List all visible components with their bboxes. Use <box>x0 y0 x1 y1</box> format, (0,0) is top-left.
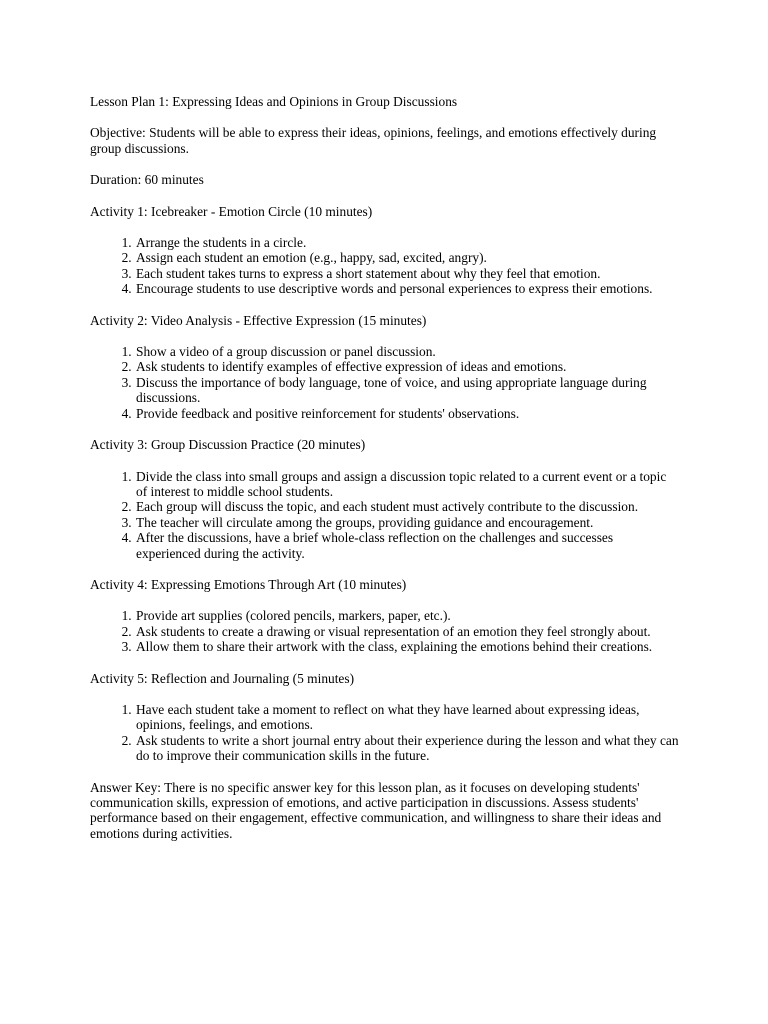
document-page <box>90 94 680 857</box>
activity-5-heading: Activity 5: Reflection and Journaling (5 minutes) <box>90 670 355 686</box>
list-item: 3. Each student takes turns to express a short statement about why they feel that emotion. <box>135 266 680 281</box>
activity-2-section <box>90 313 680 421</box>
list-item: 2. Ask students to create a drawing or visual representation of an emotion they feel strongly about. <box>135 624 680 639</box>
activity-2-steps <box>90 344 680 421</box>
lesson-title: Lesson Plan 1: Expressing Ideas and Opinions in Group Discussions <box>90 94 458 109</box>
activity-4-section <box>90 577 680 655</box>
activity-1-steps <box>90 235 680 297</box>
list-item: 3. The teacher will circulate among the groups, providing guidance and encouragement. <box>135 515 680 530</box>
list-item: 4. Encourage students to use descriptive words and personal experiences to express their emotions. <box>135 281 680 296</box>
activity-4-heading: Activity 4: Expressing Emotions Through Art (10 minutes) <box>90 576 407 592</box>
list-item: 4. After the discussions, have a brief whole-class reflection on the challenges and successes experienced during the activity. <box>135 530 680 561</box>
list-item: 2. Ask students to write a short journal entry about their experience during the lesson and what they can do to improve their communication skills in the future. <box>135 733 680 764</box>
activity-5-steps <box>90 702 680 764</box>
list-item: 2. Ask students to identify examples of effective expression of ideas and emotions. <box>135 359 680 374</box>
activity-3-heading: Activity 3: Group Discussion Practice (20 minutes) <box>90 437 366 453</box>
activity-3-steps <box>90 469 680 561</box>
activity-3-section <box>90 437 680 561</box>
list-item: 1. Provide art supplies (colored pencils, markers, paper, etc.). <box>135 608 680 623</box>
answer-key-paragraph: Answer Key: There is no specific answer key for this lesson plan, as it focuses on developing students' communication skills, expression of emotions, and active participation in discussions. Assess students' performance based on their engagement, effective communication, and willingness to share their ideas and emotions during activities. <box>90 779 662 841</box>
list-item: 1. Have each student take a moment to reflect on what they have learned about expressing ideas, opinions, feelings, and emotions. <box>135 702 680 733</box>
list-item: 2. Each group will discuss the topic, and each student must actively contribute to the discussion. <box>135 499 680 514</box>
activity-2-heading: Activity 2: Video Analysis - Effective Expression (15 minutes) <box>90 312 427 328</box>
activity-1-section <box>90 204 680 297</box>
list-item: 1. Arrange the students in a circle. <box>135 235 680 250</box>
list-item: 1. Show a video of a group discussion or panel discussion. <box>135 344 680 359</box>
activity-5-section <box>90 671 680 764</box>
objective-paragraph: Objective: Students will be able to express their ideas, opinions, feelings, and emotions effectively during group discussions. <box>90 125 657 156</box>
list-item: 1. Divide the class into small groups and assign a discussion topic related to a current event or a topic of interest to middle school students. <box>135 469 680 500</box>
activity-1-heading: Activity 1: Icebreaker - Emotion Circle (10 minutes) <box>90 203 373 219</box>
list-item: 2. Assign each student an emotion (e.g., happy, sad, excited, angry). <box>135 250 680 265</box>
duration-line: Duration: 60 minutes <box>90 172 204 188</box>
activity-4-steps <box>90 608 680 654</box>
list-item: 4. Provide feedback and positive reinforcement for students' observations. <box>135 406 680 421</box>
list-item: 3. Discuss the importance of body language, tone of voice, and using appropriate language during discussions. <box>135 375 680 406</box>
list-item: 3. Allow them to share their artwork with the class, explaining the emotions behind their creations. <box>135 639 680 654</box>
